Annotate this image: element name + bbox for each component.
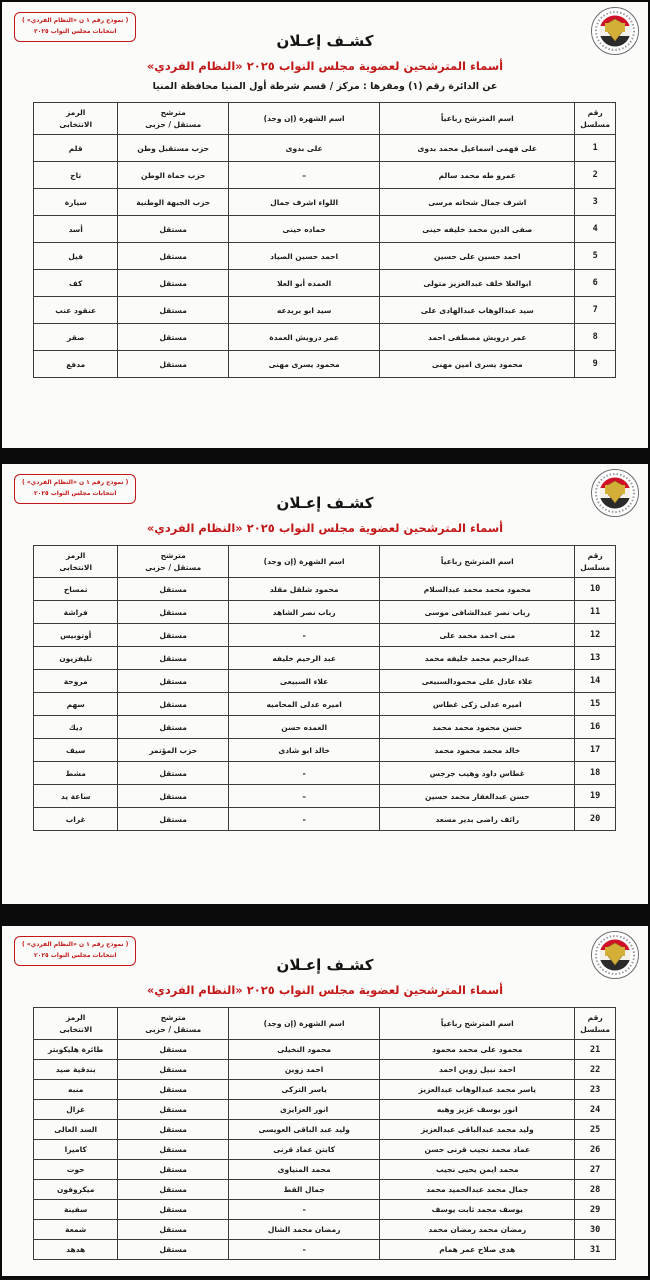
affiliation-cell: مستقل: [118, 324, 229, 351]
serial-cell: 27: [575, 1160, 616, 1180]
nickname-cell: –: [228, 162, 379, 189]
symbol-cell: تليفزيون: [34, 647, 118, 670]
header-nickname: اسم الشهرة (إن وجد): [228, 103, 379, 135]
nickname-cell: جمال القط: [228, 1180, 379, 1200]
nickname-cell: ياسر التركى: [228, 1080, 379, 1100]
affiliation-cell: مستقل: [118, 1220, 229, 1240]
candidate-name-cell: منى احمد محمد على: [380, 624, 575, 647]
table-row: [34, 670, 616, 693]
symbol-cell: قلم: [34, 135, 118, 162]
table-row: [34, 693, 616, 716]
serial-cell: 9: [575, 351, 616, 378]
serial-cell: 30: [575, 1220, 616, 1240]
serial-cell: 13: [575, 647, 616, 670]
table-row: [34, 162, 616, 189]
header-symbol: الرمز الانتخابى: [34, 546, 118, 578]
candidates-table: [33, 1007, 616, 1260]
symbol-cell: سهم: [34, 693, 118, 716]
serial-cell: 29: [575, 1200, 616, 1220]
candidate-name-cell: عماد محمد نجيب قرنى حسن: [380, 1140, 575, 1160]
affiliation-cell: مستقل: [118, 1240, 229, 1260]
symbol-cell: أسد: [34, 216, 118, 243]
serial-cell: 18: [575, 762, 616, 785]
nickname-cell: محمود شلقل مقلد: [228, 578, 379, 601]
nickname-cell: العمده حسن: [228, 716, 379, 739]
symbol-cell: ساعة يد: [34, 785, 118, 808]
affiliation-cell: مستقل: [118, 1200, 229, 1220]
table-row: [34, 1100, 616, 1120]
symbol-cell: ميكروفون: [34, 1180, 118, 1200]
nickname-cell: احمد زوين: [228, 1060, 379, 1080]
table-header-row: [34, 103, 616, 135]
candidate-name-cell: ياسر محمد عبدالوهاب عبدالعزيز: [380, 1080, 575, 1100]
candidate-name-cell: محمود محمد محمد عبدالسلام: [380, 578, 575, 601]
header-candidate-name: اسم المترشح رباعياً: [380, 1008, 575, 1040]
affiliation-cell: مستقل: [118, 1100, 229, 1120]
nickname-cell: -: [228, 1200, 379, 1220]
candidates-table: [33, 545, 616, 831]
affiliation-cell: مستقل: [118, 1160, 229, 1180]
serial-cell: 5: [575, 243, 616, 270]
affiliation-cell: حزب حماة الوطن: [118, 162, 229, 189]
affiliation-cell: مستقل: [118, 670, 229, 693]
table-row: [34, 1160, 616, 1180]
page-title: كشـف إعـلان: [276, 956, 374, 974]
header-symbol: الرمز الانتخابى: [34, 1008, 118, 1040]
candidate-name-cell: صفى الدين محمد خليفه حينى: [380, 216, 575, 243]
table-row: [34, 189, 616, 216]
affiliation-cell: مستقل: [118, 1140, 229, 1160]
header-candidate-name: اسم المترشح رباعياً: [380, 546, 575, 578]
candidate-name-cell: على فهمى اسماعيل محمد بدوى: [380, 135, 575, 162]
symbol-cell: مروحة: [34, 670, 118, 693]
form-note-line1: ( نموذج رقم ١ ن «النظام الفردي» ): [22, 17, 129, 24]
form-note-line2: انتخابات مجلس النواب ٢٠٢٥: [34, 951, 117, 959]
serial-cell: 19: [575, 785, 616, 808]
affiliation-cell: مستقل: [118, 624, 229, 647]
table-row: [34, 1060, 616, 1080]
announcement-page-3: [0, 924, 650, 1278]
nickname-cell: سيد ابو بريدعه: [228, 297, 379, 324]
page-title: كشـف إعـلان: [276, 32, 374, 50]
symbol-cell: غزال: [34, 1100, 118, 1120]
symbol-cell: منبه: [34, 1080, 118, 1100]
serial-cell: 17: [575, 739, 616, 762]
serial-cell: 10: [575, 578, 616, 601]
affiliation-cell: مستقل: [118, 270, 229, 297]
nickname-cell: العمده أبو العلا: [228, 270, 379, 297]
affiliation-cell: مستقل: [118, 601, 229, 624]
announcement-page-2: [0, 462, 650, 906]
page-subtitle: أسماء المترشحين لعضوية مجلس النواب ٢٠٢٥ «النظام الفردي»: [146, 521, 504, 535]
table-row: [34, 324, 616, 351]
form-note-line1: ( نموذج رقم ١ ن «النظام الفردي» ): [22, 941, 129, 948]
national-elections-authority-emblem-icon: [590, 6, 640, 56]
candidate-name-cell: انور يوسف عزيز وهبه: [380, 1100, 575, 1120]
district-line: عن الدائرة رقم (١) ومقرها : مركز / قسم شرطة أول المنيا محافظة المنيا: [152, 81, 498, 92]
nickname-cell: -: [228, 762, 379, 785]
table-header-row: [34, 546, 616, 578]
announcement-page-1: [0, 0, 650, 450]
symbol-cell: ديك: [34, 716, 118, 739]
affiliation-cell: مستقل: [118, 1080, 229, 1100]
symbol-cell: هدهد: [34, 1240, 118, 1260]
serial-cell: 8: [575, 324, 616, 351]
header-nickname: اسم الشهرة (إن وجد): [228, 546, 379, 578]
table-row: [34, 1080, 616, 1100]
affiliation-cell: مستقل: [118, 297, 229, 324]
candidate-name-cell: عمر درويش مصطفى احمد: [380, 324, 575, 351]
serial-cell: 16: [575, 716, 616, 739]
table-row: [34, 762, 616, 785]
nickname-cell: رباب نصر الشاهد: [228, 601, 379, 624]
table-row: [34, 216, 616, 243]
form-note-line2: انتخابات مجلس النواب ٢٠٢٥: [34, 27, 117, 35]
serial-cell: 28: [575, 1180, 616, 1200]
table-row: [34, 601, 616, 624]
form-number-box: [14, 12, 136, 42]
header-nickname: اسم الشهرة (إن وجد): [228, 1008, 379, 1040]
nickname-cell: عبد الرحيم خليفه: [228, 647, 379, 670]
serial-cell: 11: [575, 601, 616, 624]
serial-cell: 2: [575, 162, 616, 189]
symbol-cell: كف: [34, 270, 118, 297]
affiliation-cell: مستقل: [118, 1060, 229, 1080]
candidate-name-cell: ابوالعلا خلف عبدالعزيز متولى: [380, 270, 575, 297]
header-serial: رقم مسلسل: [575, 1008, 616, 1040]
nickname-cell: كابتن عماد قرنى: [228, 1140, 379, 1160]
nickname-cell: -: [228, 1240, 379, 1260]
nickname-cell: على بدوى: [228, 135, 379, 162]
candidate-name-cell: علاء عادل على محمودالسبيعى: [380, 670, 575, 693]
table-row: [34, 647, 616, 670]
serial-cell: 1: [575, 135, 616, 162]
symbol-cell: شمعة: [34, 1220, 118, 1240]
table-row: [34, 243, 616, 270]
header-affiliation: مترشح مستقل / حزبى: [118, 546, 229, 578]
table-header-row: [34, 1008, 616, 1040]
table-row: [34, 351, 616, 378]
serial-cell: 4: [575, 216, 616, 243]
affiliation-cell: مستقل: [118, 808, 229, 831]
table-row: [34, 1180, 616, 1200]
candidate-name-cell: احمد نبيل زوين احمد: [380, 1060, 575, 1080]
serial-cell: 20: [575, 808, 616, 831]
affiliation-cell: مستقل: [118, 785, 229, 808]
candidate-name-cell: عبدالرحيم محمد خليفه محمد: [380, 647, 575, 670]
table-row: [34, 624, 616, 647]
affiliation-cell: حزب مستقبل وطن: [118, 135, 229, 162]
candidate-name-cell: يوسف محمد ثابت يوسف: [380, 1200, 575, 1220]
header-serial: رقم مسلسل: [575, 546, 616, 578]
candidate-name-cell: محمود يسرى امين مهنى: [380, 351, 575, 378]
affiliation-cell: حزب المؤتمر: [118, 739, 229, 762]
affiliation-cell: مستقل: [118, 578, 229, 601]
nickname-cell: -: [228, 624, 379, 647]
affiliation-cell: مستقل: [118, 351, 229, 378]
table-row: [34, 1120, 616, 1140]
nickname-cell: وليد عبد الباقى العويسى: [228, 1120, 379, 1140]
form-number-box: [14, 936, 136, 966]
candidate-name-cell: رمضان محمد رمضان محمد: [380, 1220, 575, 1240]
nickname-cell: احمد حسين الصياد: [228, 243, 379, 270]
page-subtitle: أسماء المترشحين لعضوية مجلس النواب ٢٠٢٥ «النظام الفردي»: [146, 983, 504, 997]
table-row: [34, 1240, 616, 1260]
national-elections-authority-emblem-icon: [590, 468, 640, 518]
candidate-name-cell: خالد محمد محمود محمد: [380, 739, 575, 762]
candidate-name-cell: سيد عبدالوهاب عبدالهادى على: [380, 297, 575, 324]
symbol-cell: بندقية صيد: [34, 1060, 118, 1080]
page-title: كشـف إعـلان: [276, 494, 374, 512]
symbol-cell: مدفع: [34, 351, 118, 378]
table-row: [34, 808, 616, 831]
form-note-line1: ( نموذج رقم ١ ن «النظام الفردي» ): [22, 479, 129, 486]
affiliation-cell: مستقل: [118, 762, 229, 785]
page-subtitle: أسماء المترشحين لعضوية مجلس النواب ٢٠٢٥ «النظام الفردي»: [146, 59, 504, 73]
candidate-name-cell: وليد محمد عبدالباقى عبدالعزيز: [380, 1120, 575, 1140]
table-row: [34, 1040, 616, 1060]
symbol-cell: أوتوبيس: [34, 624, 118, 647]
candidate-name-cell: هدى صلاح عمر همام: [380, 1240, 575, 1260]
header-affiliation: مترشح مستقل / حزبى: [118, 1008, 229, 1040]
serial-cell: 24: [575, 1100, 616, 1120]
candidate-name-cell: محمد ايمن يحيى نجيب: [380, 1160, 575, 1180]
nickname-cell: اميره عدلى المحاميه: [228, 693, 379, 716]
affiliation-cell: حزب الجبهة الوطنية: [118, 189, 229, 216]
affiliation-cell: مستقل: [118, 243, 229, 270]
candidate-name-cell: جمال محمد عبدالحميد محمد: [380, 1180, 575, 1200]
affiliation-cell: مستقل: [118, 647, 229, 670]
serial-cell: 23: [575, 1080, 616, 1100]
symbol-cell: تاج: [34, 162, 118, 189]
serial-cell: 6: [575, 270, 616, 297]
national-elections-authority-emblem-icon: [590, 930, 640, 980]
table-row: [34, 297, 616, 324]
page-separator: [0, 450, 650, 462]
table-row: [34, 1200, 616, 1220]
table-row: [34, 716, 616, 739]
serial-cell: 14: [575, 670, 616, 693]
nickname-cell: حماده حينى: [228, 216, 379, 243]
nickname-cell: محمود النخيلى: [228, 1040, 379, 1060]
symbol-cell: السد العالى: [34, 1120, 118, 1140]
serial-cell: 22: [575, 1060, 616, 1080]
affiliation-cell: مستقل: [118, 216, 229, 243]
candidate-name-cell: حسن محمود محمد محمد: [380, 716, 575, 739]
serial-cell: 15: [575, 693, 616, 716]
candidates-table: [33, 102, 616, 378]
form-note-line2: انتخابات مجلس النواب ٢٠٢٥: [34, 489, 117, 497]
header-serial: رقم مسلسل: [575, 103, 616, 135]
symbol-cell: سفينة: [34, 1200, 118, 1220]
nickname-cell: عمر درويش العمدة: [228, 324, 379, 351]
candidate-name-cell: رباب نصر عبدالشافى موسى: [380, 601, 575, 624]
table-row: [34, 270, 616, 297]
symbol-cell: سيف: [34, 739, 118, 762]
serial-cell: 26: [575, 1140, 616, 1160]
nickname-cell: -: [228, 808, 379, 831]
candidate-name-cell: اميره عدلى زكى غطاس: [380, 693, 575, 716]
nickname-cell: انور العزايزى: [228, 1100, 379, 1120]
nickname-cell: محمود يسرى مهنى: [228, 351, 379, 378]
table-row: [34, 1140, 616, 1160]
nickname-cell: –: [228, 785, 379, 808]
serial-cell: 3: [575, 189, 616, 216]
symbol-cell: غراب: [34, 808, 118, 831]
form-number-box: [14, 474, 136, 504]
serial-cell: 25: [575, 1120, 616, 1140]
nickname-cell: خالد ابو شادى: [228, 739, 379, 762]
symbol-cell: فيل: [34, 243, 118, 270]
header-candidate-name: اسم المترشح رباعياً: [380, 103, 575, 135]
affiliation-cell: مستقل: [118, 1040, 229, 1060]
header-affiliation: مترشح مستقل / حزبى: [118, 103, 229, 135]
symbol-cell: سيارة: [34, 189, 118, 216]
nickname-cell: اللواء اشرف جمال: [228, 189, 379, 216]
affiliation-cell: مستقل: [118, 1180, 229, 1200]
symbol-cell: فراشة: [34, 601, 118, 624]
table-row: [34, 135, 616, 162]
serial-cell: 12: [575, 624, 616, 647]
candidate-name-cell: محمود على محمد محمود: [380, 1040, 575, 1060]
symbol-cell: صقر: [34, 324, 118, 351]
candidate-name-cell: حسن عبدالغفار محمد حسين: [380, 785, 575, 808]
candidate-name-cell: اشرف جمال شحاته مرسى: [380, 189, 575, 216]
symbol-cell: عنقود عنب: [34, 297, 118, 324]
affiliation-cell: مستقل: [118, 693, 229, 716]
candidate-name-cell: احمد حسين على حسين: [380, 243, 575, 270]
nickname-cell: رمضان محمد الشال: [228, 1220, 379, 1240]
symbol-cell: تمساح: [34, 578, 118, 601]
symbol-cell: مشط: [34, 762, 118, 785]
nickname-cell: علاء السبيعى: [228, 670, 379, 693]
affiliation-cell: مستقل: [118, 1120, 229, 1140]
serial-cell: 31: [575, 1240, 616, 1260]
table-row: [34, 785, 616, 808]
table-row: [34, 1220, 616, 1240]
page-separator: [0, 906, 650, 924]
symbol-cell: حوت: [34, 1160, 118, 1180]
serial-cell: 21: [575, 1040, 616, 1060]
symbol-cell: كاميرا: [34, 1140, 118, 1160]
candidate-name-cell: غطاس داود وهيب جرجس: [380, 762, 575, 785]
candidate-name-cell: عمرو طه محمد سالم: [380, 162, 575, 189]
affiliation-cell: مستقل: [118, 716, 229, 739]
header-symbol: الرمز الانتخابى: [34, 103, 118, 135]
serial-cell: 7: [575, 297, 616, 324]
table-row: [34, 578, 616, 601]
candidate-name-cell: رائف راضى بدير مسعد: [380, 808, 575, 831]
table-row: [34, 739, 616, 762]
symbol-cell: طائرة هليكوبتر: [34, 1040, 118, 1060]
nickname-cell: محمد المنياوى: [228, 1160, 379, 1180]
